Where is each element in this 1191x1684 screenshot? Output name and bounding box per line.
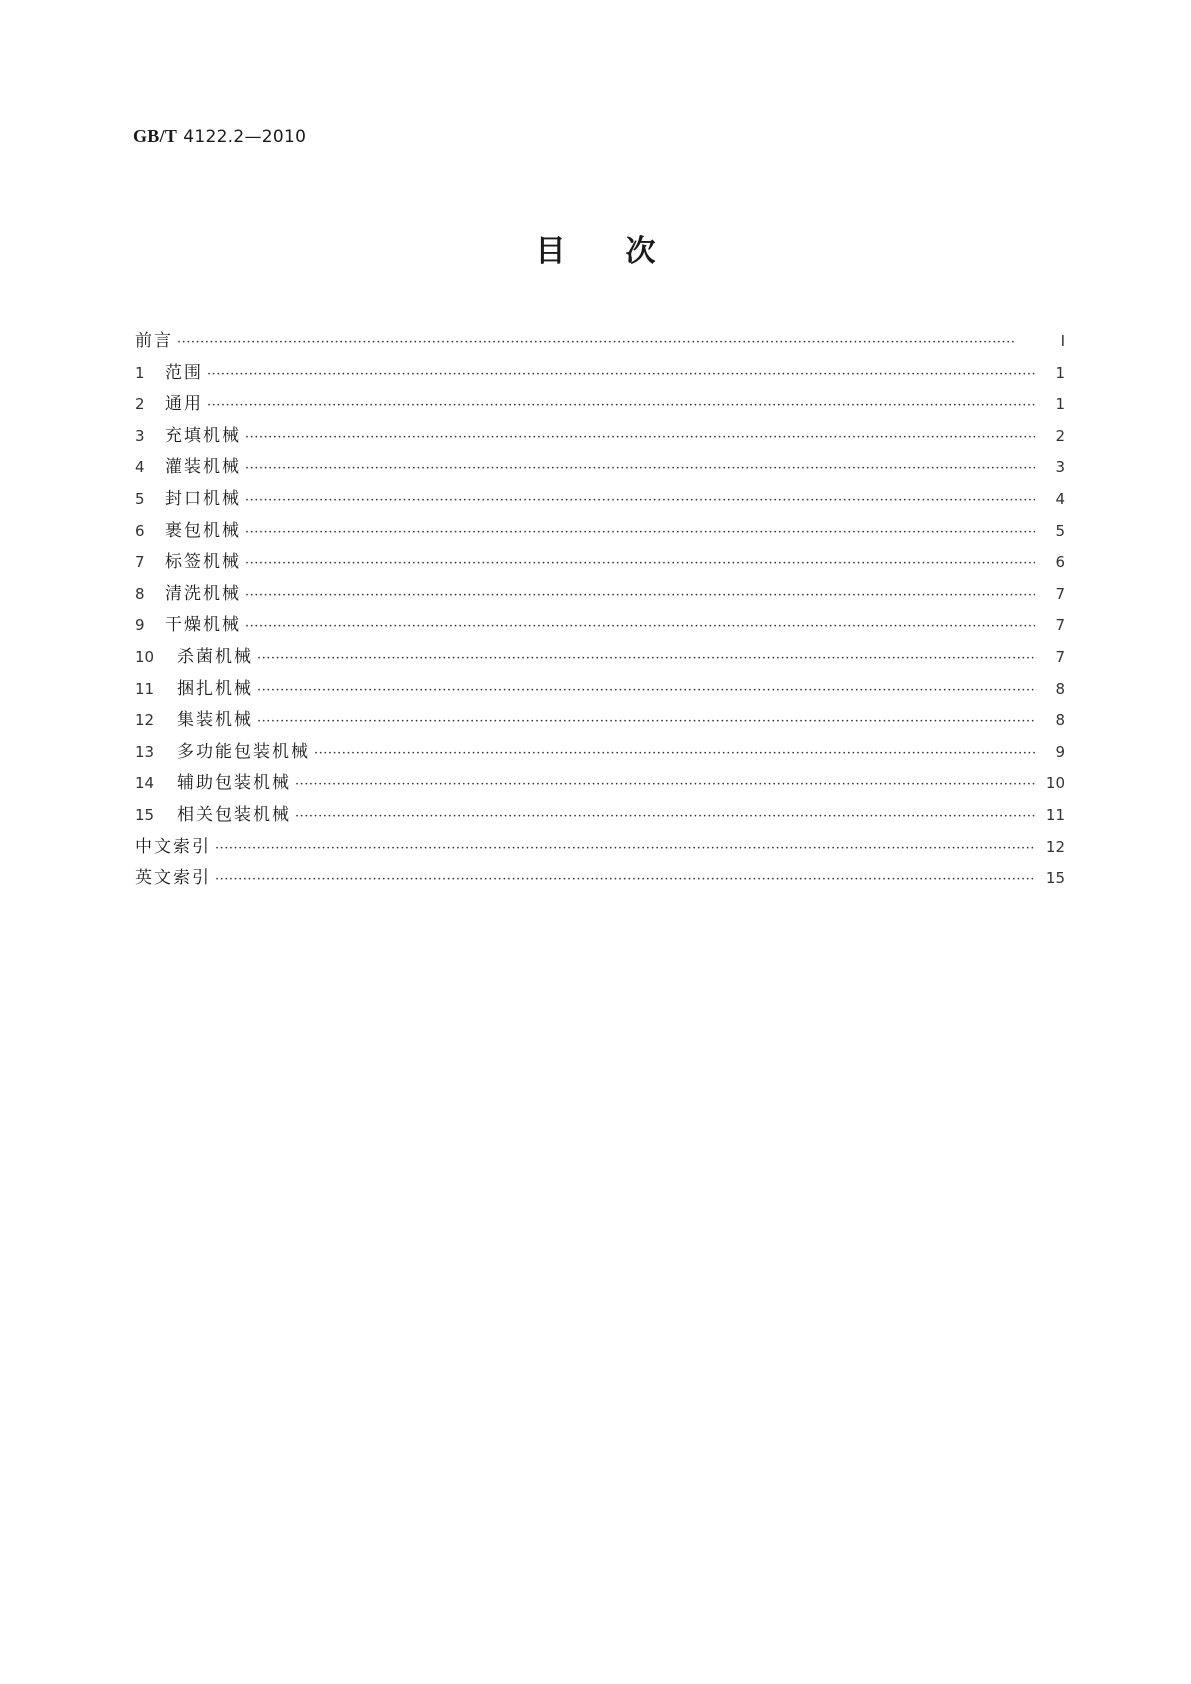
toc-entry[interactable]	[135, 610, 1065, 642]
toc-dot-leader	[215, 864, 1035, 896]
toc-entry-page: Ⅰ	[1060, 332, 1065, 350]
toc-entry[interactable]	[135, 516, 1065, 548]
toc-entry-number: 12	[135, 711, 155, 730]
toc-entry[interactable]	[135, 579, 1065, 611]
toc-entry-number: 7	[135, 553, 145, 572]
toc-entry-number: 4	[135, 458, 145, 477]
toc-dot-leader	[245, 485, 1035, 517]
toc-entry-label: 通用	[165, 394, 203, 415]
toc-entry-page: 4	[1055, 489, 1065, 508]
toc-entry[interactable]	[135, 642, 1065, 674]
toc-dot-leader	[257, 643, 1035, 675]
toc-entry-page: 10	[1045, 774, 1065, 793]
toc-entry-page: 12	[1045, 837, 1065, 856]
toc-entry-label: 灌装机械	[165, 457, 241, 478]
toc-entry-label: 捆扎机械	[177, 678, 253, 699]
toc-entry[interactable]	[135, 452, 1065, 484]
toc-entry-label: 相关包装机械	[177, 804, 291, 825]
toc-entry-page: 6	[1055, 553, 1065, 572]
toc-dot-leader	[245, 580, 1035, 612]
toc-entry[interactable]	[135, 547, 1065, 579]
toc-entry-label: 中文索引	[135, 836, 211, 857]
toc-entry-label: 裹包机械	[165, 520, 241, 541]
toc-entry-label: 封口机械	[165, 488, 241, 509]
toc-entry-label: 充填机械	[165, 425, 241, 446]
toc-entry-label: 清洗机械	[165, 583, 241, 604]
toc-entry-page: 1	[1055, 395, 1065, 414]
toc-entry-label: 集装机械	[177, 710, 253, 731]
toc-entry-page: 8	[1055, 711, 1065, 730]
toc-dot-leader	[207, 359, 1035, 391]
toc-entry-number: 14	[135, 774, 155, 793]
toc-entry[interactable]	[135, 326, 1065, 358]
toc-entry-label: 标签机械	[165, 552, 241, 573]
page-title: 目次	[535, 234, 716, 269]
toc-entry[interactable]	[135, 421, 1065, 453]
toc-entry[interactable]	[135, 674, 1065, 706]
toc-entry-page: 7	[1055, 584, 1065, 603]
toc-entry-page: 8	[1055, 679, 1065, 698]
toc-entry-label: 杀菌机械	[177, 646, 253, 667]
toc-entry-number: 6	[135, 521, 145, 540]
toc-dot-leader	[245, 548, 1035, 580]
standard-code	[133, 126, 306, 147]
toc-dot-leader	[245, 611, 1035, 643]
toc-entry-number: 15	[135, 805, 155, 824]
toc-dot-leader	[207, 390, 1035, 422]
toc-entry-page: 7	[1055, 616, 1065, 635]
toc-entry-number: 1	[135, 363, 145, 382]
toc-entry-number: 13	[135, 742, 155, 761]
toc-entry-number: 8	[135, 584, 145, 603]
toc-entry-page: 9	[1055, 742, 1065, 761]
toc-entry-label: 多功能包装机械	[177, 741, 310, 762]
standard-number: 4122.2—2010	[183, 127, 307, 147]
toc-dot-leader	[215, 833, 1035, 865]
toc-entry-label: 前言	[135, 331, 173, 351]
toc-entry[interactable]	[135, 737, 1065, 769]
toc-entry-number: 3	[135, 426, 145, 445]
toc-entry-label: 范围	[165, 362, 203, 383]
toc-entry-page: 11	[1045, 805, 1065, 824]
toc-entry-page: 5	[1055, 521, 1065, 540]
toc-entry-label: 英文索引	[135, 868, 211, 889]
toc-entry[interactable]	[135, 484, 1065, 516]
toc-dot-leader	[245, 422, 1035, 454]
toc-entry[interactable]	[135, 800, 1065, 832]
toc-entry-number: 10	[135, 647, 155, 666]
toc-dot-leader	[245, 517, 1035, 549]
toc-entry[interactable]	[135, 832, 1065, 864]
table-of-contents	[135, 326, 1065, 895]
toc-entry[interactable]	[135, 863, 1065, 895]
toc-entry-label: 辅助包装机械	[177, 773, 291, 794]
toc-entry-page: 15	[1045, 869, 1065, 888]
toc-entry-page: 3	[1055, 458, 1065, 477]
toc-dot-leader	[295, 801, 1035, 833]
toc-entry-number: 2	[135, 395, 145, 414]
standard-prefix: GB/T	[133, 126, 178, 146]
toc-dot-leader	[295, 769, 1035, 801]
toc-entry-page: 1	[1055, 363, 1065, 382]
toc-entry-number: 5	[135, 489, 145, 508]
toc-entry[interactable]	[135, 358, 1065, 390]
toc-entry[interactable]	[135, 389, 1065, 421]
toc-dot-leader	[314, 738, 1035, 770]
toc-dot-leader	[177, 327, 1035, 359]
toc-entry-page: 7	[1055, 647, 1065, 666]
toc-entry[interactable]	[135, 705, 1065, 737]
toc-dot-leader	[245, 453, 1035, 485]
toc-entry-label: 干燥机械	[165, 615, 241, 636]
toc-entry[interactable]	[135, 768, 1065, 800]
toc-entry-page: 2	[1055, 426, 1065, 445]
toc-entry-number: 9	[135, 616, 145, 635]
toc-dot-leader	[257, 675, 1035, 707]
toc-entry-number: 11	[135, 679, 155, 698]
toc-dot-leader	[257, 706, 1035, 738]
